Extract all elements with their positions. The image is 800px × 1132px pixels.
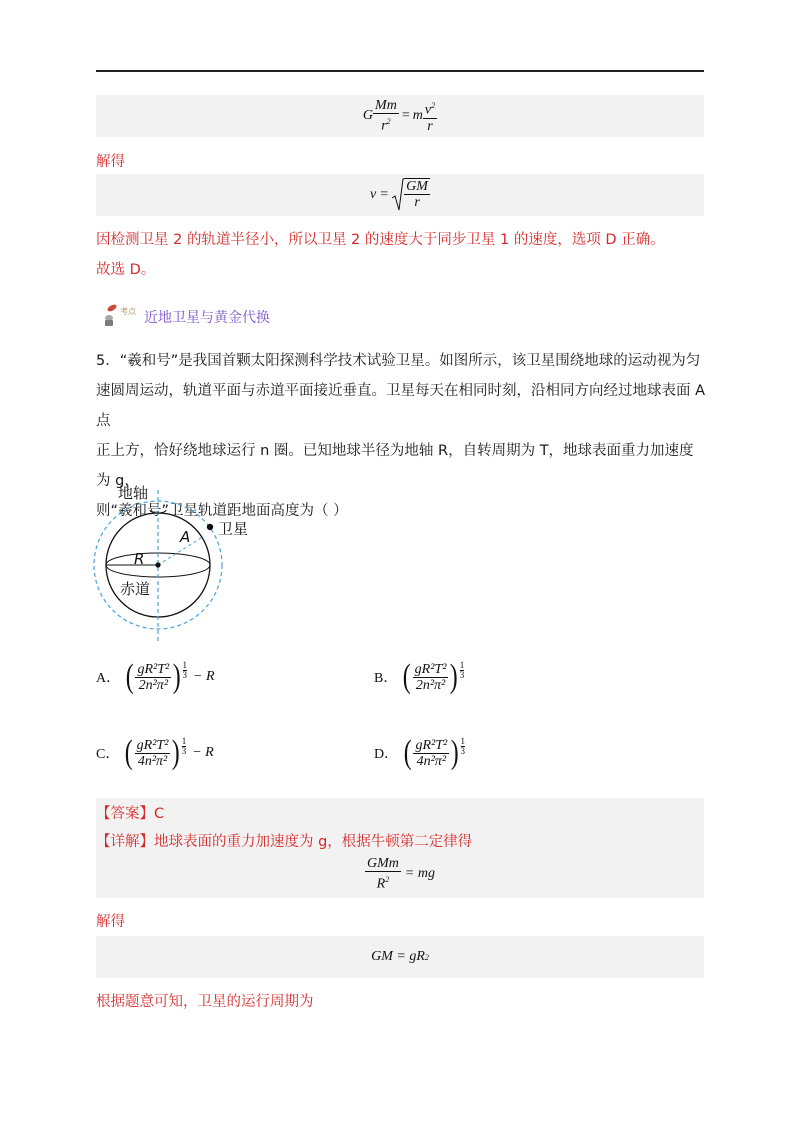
option-D-den: 4n²π² bbox=[416, 753, 447, 769]
sqrt-sign-icon bbox=[392, 178, 404, 212]
eq-den-r: r bbox=[381, 118, 387, 134]
option-D-num: gR²T² bbox=[415, 737, 448, 753]
label-equator: 赤道 bbox=[120, 580, 151, 598]
option-C[interactable] bbox=[96, 736, 214, 770]
paren-right: ) bbox=[172, 658, 181, 695]
eq4-exp: 2 bbox=[424, 952, 429, 962]
eq3-den-R: R bbox=[376, 876, 386, 892]
option-B-label: B． bbox=[374, 671, 398, 686]
option-C-num: gR²T² bbox=[136, 737, 169, 753]
eq3-den-exp: 2 bbox=[385, 875, 390, 884]
detail-line bbox=[96, 830, 472, 851]
option-C-exp-den: 3 bbox=[181, 745, 187, 756]
option-A-den: 2n²π² bbox=[138, 677, 169, 693]
option-C-den: 4n²π² bbox=[137, 753, 168, 769]
answer-value: C bbox=[154, 806, 165, 822]
option-B-exp-num: 1 bbox=[459, 659, 465, 670]
solve-label-1: 解得 bbox=[96, 154, 125, 170]
option-D-fraction bbox=[413, 738, 449, 769]
equation-box-1 bbox=[96, 95, 704, 137]
eq3-den bbox=[365, 872, 401, 892]
eq3-num: GMm bbox=[367, 856, 399, 871]
option-A-label: A． bbox=[96, 671, 121, 686]
choose-line: 故选 D。 bbox=[96, 262, 156, 278]
paren-right: ) bbox=[450, 734, 459, 771]
option-A-fraction bbox=[135, 662, 171, 693]
equation-gravity-surface bbox=[96, 856, 704, 892]
equation-golden-substitution bbox=[96, 936, 704, 978]
eq-exp: 2 bbox=[386, 117, 391, 127]
option-C-exp-num: 1 bbox=[181, 735, 187, 746]
option-A-num: gR²T² bbox=[137, 661, 170, 677]
equation-velocity bbox=[96, 174, 704, 216]
paren-right: ) bbox=[450, 658, 459, 695]
option-C-label: C． bbox=[96, 747, 120, 762]
option-D[interactable] bbox=[374, 736, 471, 770]
option-C-tail: − R bbox=[192, 745, 214, 760]
option-A-tail: − R bbox=[193, 669, 215, 684]
option-B-fraction bbox=[413, 662, 449, 693]
paren-left: ( bbox=[403, 734, 412, 771]
question-text-1: “羲和号”是我国首颗太阳探测科学技术试验卫星。如图所示，该卫星围绕地球的运动视为匀 bbox=[119, 353, 701, 369]
conclusion-line: 因检测卫星 2 的轨道半径小，所以卫星 2 的速度大于同步卫星 1 的速度，选项 D 正确。 bbox=[96, 232, 665, 248]
question-number: 5． bbox=[96, 353, 120, 369]
eq-symbol-v: v bbox=[370, 187, 377, 202]
option-A-exp-num: 1 bbox=[182, 659, 188, 670]
eq-sqrt-fraction bbox=[404, 178, 430, 210]
eq-exp-2: 2 bbox=[431, 101, 436, 111]
paren-left: ( bbox=[125, 658, 134, 695]
option-B-exp-den: 3 bbox=[459, 669, 465, 680]
eq-den-r2: r bbox=[414, 195, 420, 210]
solve-label-2: 解得 bbox=[96, 914, 125, 930]
paren-left: ( bbox=[403, 658, 411, 695]
question-line-2: 速圆周运动，轨道平面与赤道平面接近垂直。卫星每天在相同时刻，沿相同方向经过地球表面 A 点 bbox=[96, 383, 706, 429]
eq-fraction-left bbox=[373, 98, 399, 134]
topic-label: 近地卫星与黄金代换 bbox=[144, 310, 270, 326]
option-B[interactable] bbox=[374, 660, 470, 694]
answer-box bbox=[96, 798, 704, 898]
option-A-exponent bbox=[183, 661, 188, 680]
detail-tag: 【详解】 bbox=[96, 834, 154, 850]
earth-orbit-figure bbox=[92, 478, 272, 648]
option-D-exp-num: 1 bbox=[460, 735, 466, 746]
option-D-exp-den: 3 bbox=[460, 745, 466, 756]
question-line-3: 正上方，恰好绕地球运行 n 圈。已知地球半径为地轴 R，自转周期为 T，地球表面重力加速度为 g， bbox=[96, 443, 694, 489]
eq-numerator: Mm bbox=[375, 98, 397, 114]
eq3-fraction bbox=[365, 856, 401, 892]
eq-equals: = bbox=[401, 108, 410, 123]
option-A[interactable] bbox=[96, 660, 215, 694]
equation-box-2 bbox=[96, 174, 704, 216]
answer-line bbox=[96, 802, 164, 823]
topic-marker bbox=[100, 300, 270, 334]
eq-numerator-v bbox=[423, 98, 437, 119]
topic-badge-text: 考点 bbox=[120, 307, 136, 316]
question-line-1 bbox=[96, 346, 706, 376]
label-earth-axis: 地轴 bbox=[118, 484, 149, 502]
eq-symbol-m: m bbox=[412, 108, 423, 123]
question-line-4: 则“羲和号”卫星轨道距地面高度为（ ） bbox=[96, 503, 348, 519]
final-line: 根据题意可知，卫星的运行周期为 bbox=[96, 994, 314, 1010]
paren-right: ) bbox=[172, 734, 181, 771]
eq-denominator-r: r bbox=[427, 118, 433, 134]
equation-gravity-centripetal bbox=[96, 95, 704, 137]
eq-equals-2: = bbox=[380, 187, 389, 202]
eq4-text: GM = gR bbox=[371, 949, 425, 964]
satellite-dot bbox=[207, 524, 213, 530]
eq-symbol-G: G bbox=[362, 108, 374, 123]
topic-badge-icon bbox=[100, 300, 142, 334]
equation-box-4 bbox=[96, 936, 704, 978]
eq-fraction-right bbox=[423, 98, 437, 134]
option-C-exponent bbox=[182, 737, 187, 756]
option-B-exponent bbox=[460, 661, 465, 680]
eq-num-v: v bbox=[424, 102, 432, 118]
detail-text: 地球表面的重力加速度为 g，根据牛顿第二定律得 bbox=[154, 834, 473, 850]
option-D-exponent bbox=[461, 737, 466, 756]
header-rule bbox=[96, 70, 704, 72]
earth-center-dot bbox=[155, 562, 160, 567]
label-satellite: 卫星 bbox=[218, 520, 249, 538]
option-B-num: gR²T² bbox=[414, 661, 447, 677]
option-D-label: D． bbox=[374, 747, 399, 762]
paren-left: ( bbox=[125, 734, 133, 771]
option-B-den: 2n²π² bbox=[415, 677, 446, 693]
option-C-fraction bbox=[135, 738, 171, 769]
answer-tag: 【答案】 bbox=[96, 806, 154, 822]
eq3-rhs: = mg bbox=[404, 865, 435, 881]
option-A-exp-den: 3 bbox=[182, 669, 188, 680]
eq-num-GM: GM bbox=[406, 179, 428, 194]
label-radius-R: R bbox=[134, 550, 145, 568]
label-point-A: A bbox=[180, 528, 191, 546]
eq-denominator bbox=[373, 114, 399, 134]
